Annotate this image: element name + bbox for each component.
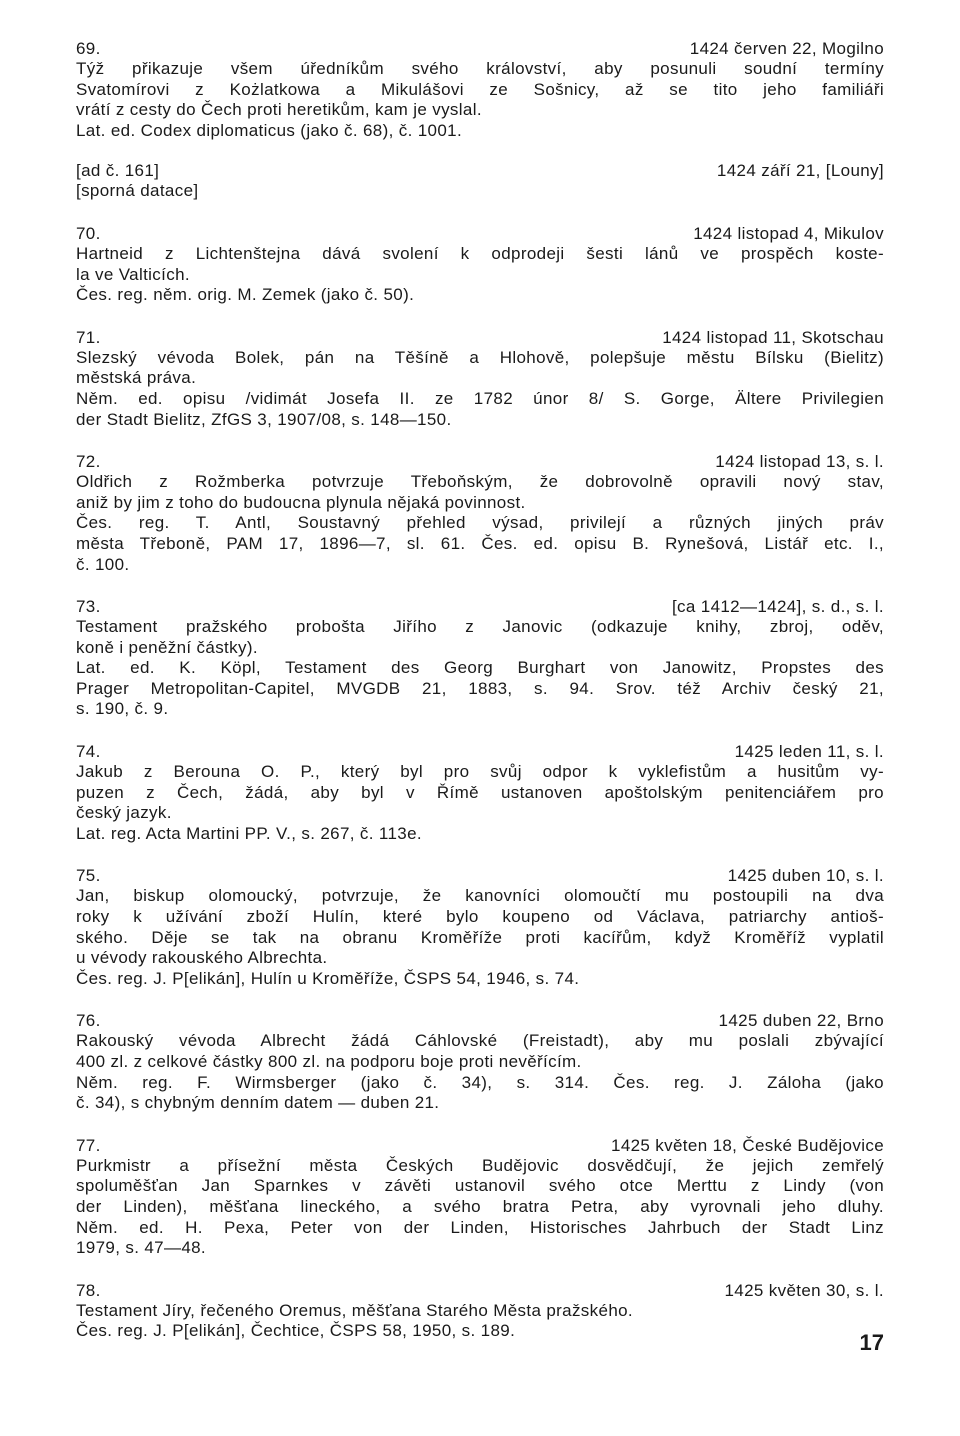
entry-text-line: Týž přikazuje všem úředníkům svého království, aby posunuli soudní termíny (76, 59, 884, 78)
entry-text-line: Něm. reg. F. Wirmsberger (jako č. 34), s. 314. Čes. reg. J. Záloha (jako (76, 1072, 884, 1092)
entry-header (76, 741, 884, 762)
entry-text-line: u vévody rakouského Albrechta. (76, 948, 328, 968)
entry-text-line: Něm. ed. H. Pexa, Peter von der Linden, Historisches Jahrbuch der Stadt Linz (76, 1217, 884, 1237)
entry-text-line: ského. Děje se tak na obranu Kroměříže proti kacířům, když Kroměříž vyplatil (76, 927, 884, 947)
document-entry (76, 865, 884, 989)
entry-text-line: der Linden), měšťana lineckého, a svého bratra Petra, aby vyrovnali jeho dluhy. (76, 1196, 884, 1216)
entry-text-line: koně i peněžní částky). (76, 637, 258, 657)
entry-header (76, 1135, 884, 1156)
entry-date-place: 1424 listopad 4, Mikulov (693, 223, 884, 243)
entry-text-line: Rakouský vévoda Albrecht žádá Cáhlovské (Freistadt), aby mu poslali zbývající (76, 1031, 884, 1051)
entry-text-line: Slezský vévoda Bolek, pán na Těšíně a Hlohově, polepšuje městu Bílsku (Bielitz) (76, 347, 884, 367)
entry-text-line: Testament Jíry, řečeného Oremus, měšťana Starého Města pražského. (76, 1300, 633, 1320)
document-entry (76, 1135, 884, 1259)
entry-header (76, 865, 884, 886)
entry-header (76, 1010, 884, 1031)
entry-date-place: 1424 září 21, [Louny] (716, 161, 884, 181)
document-entry (76, 741, 884, 844)
entry-date-place: 1425 leden 11, s. l. (734, 742, 884, 762)
entry-number: 69. (76, 39, 101, 58)
entry-date-place: 1425 duben 10, s. l. (727, 866, 884, 886)
entry-text-line: Lat. reg. Acta Martini PP. V., s. 267, č. 113e. (76, 823, 422, 843)
document-entry (76, 160, 884, 202)
entry-date-place: 1424 listopad 11, Skotschau (662, 327, 884, 347)
entry-text-line: Čes. reg. J. P[elikán], Čechtice, ČSPS 58, 1950, s. 189. (76, 1321, 516, 1341)
entry-text-line: vrátí z cesty do Čech proti heretikům, kam je vyslal. (76, 100, 482, 120)
entry-date-place: 1425 duben 22, Brno (718, 1011, 884, 1031)
entry-text-line: Čes. reg. J. P[elikán], Hulín u Kroměříže, ČSPS 54, 1946, s. 74. (76, 968, 580, 988)
entry-text-line: der Stadt Bielitz, ZfGS 3, 1907/08, s. 148—150. (76, 409, 452, 429)
entry-text-line: aniž by jim z toho do budoucna plynula nějaká povinnost. (76, 492, 526, 512)
entry-text-line: Lat. ed. K. Köpl, Testament des Georg Burghart von Janowitz, Propstes des (76, 658, 884, 678)
entry-text-line: Jakub z Berouna O. P., který byl pro svůj odpor k vyklefistům a husitům vy- (76, 762, 884, 782)
entry-header (76, 38, 884, 59)
entry-text-line: Jan, biskup olomoucký, potvrzuje, že kanovníci olomoučtí mu postoupili na dva (76, 886, 884, 906)
entry-date-place: 1425 květen 18, České Budějovice (611, 1135, 884, 1155)
entry-number: 73. (76, 597, 101, 617)
entry-header (76, 1280, 884, 1301)
entry-date-place: 1424 červen 22, Mogilno (689, 39, 884, 58)
entry-text-line: Hartneid z Lichtenštejna dává svolení k odprodeji šesti lánů ve prospěch koste- (76, 243, 884, 263)
entry-number: 75. (76, 866, 101, 886)
entry-text-line: Svatomírovi z Kożlatkowa a Mikulášovi ze Sošnicy, až se tito jeho familiáři (76, 79, 884, 99)
entry-text-line: Purkmistr a přísežní města Českých Budějovic dosvědčují, že jejich zemřelý (76, 1155, 884, 1175)
entry-text-line: 400 zl. z celkové částky 800 zl. na podporu boje proti nevěřícím. (76, 1052, 582, 1071)
entry-text-line: č. 34), s chybným denním datem — duben 21. (76, 1093, 440, 1113)
entry-number: [ad č. 161] (76, 161, 160, 181)
document-entry (76, 223, 884, 306)
entry-header (76, 223, 884, 244)
entry-note: [sporná datace] (76, 181, 199, 201)
page-number: 17 (859, 1330, 884, 1355)
document-entry (76, 1280, 884, 1342)
document-entry (76, 38, 884, 141)
entry-text-line: s. 190, č. 9. (76, 699, 169, 719)
entry-text-line: roky k užívání zboží Hulín, které bylo koupeno od Václava, patriarchy antioš- (76, 907, 884, 927)
entry-text-line: Testament pražského probošta Jiřího z Janovic (odkazuje knihy, zbroj, oděv, (76, 617, 884, 637)
entry-number: 74. (76, 742, 101, 762)
document-entry (76, 327, 884, 430)
entry-text-line: Čes. reg. něm. orig. M. Zemek (jako č. 50). (76, 285, 415, 305)
entry-text-line: český jazyk. (76, 803, 172, 823)
entry-text-line: č. 100. (76, 554, 130, 574)
entry-text-line: Něm. ed. opisu /vidimát Josefa II. ze 1782 únor 8/ S. Gorge, Ältere Privilegien (76, 388, 884, 408)
entry-text-line: Lat. ed. Codex diplomaticus (jako č. 68), č. 1001. (76, 120, 463, 140)
entry-header (76, 451, 884, 472)
entry-date-place: 1425 květen 30, s. l. (724, 1280, 884, 1300)
entry-number: 72. (76, 452, 101, 472)
entry-number: 70. (76, 223, 101, 243)
entry-text-line: Čes. reg. T. Antl, Soustavný přehled výsad, privilejí a různých jiných práv (76, 513, 884, 533)
document-entry (76, 1010, 884, 1113)
entry-number: 76. (76, 1011, 101, 1031)
entry-number: 78. (76, 1280, 101, 1300)
entry-text-line: puzen z Čech, žádá, aby byl v Římě ustanoven apoštolským penitenciářem pro (76, 782, 884, 802)
entry-text-line: Oldřich z Rožmberka potvrzuje Třeboňským, že dobrovolně opravili nový stav, (76, 472, 884, 492)
entry-number: 77. (76, 1135, 101, 1155)
entry-header (76, 327, 884, 348)
entry-date-place: 1424 listopad 13, s. l. (715, 452, 884, 472)
entry-text-line: 1979, s. 47—48. (76, 1238, 207, 1258)
entry-text-line: městská práva. (76, 368, 197, 388)
entry-header (76, 160, 884, 181)
entry-text-line: města Třeboně, PAM 17, 1896—7, sl. 61. Čes. ed. opisu B. Rynešová, Listář etc. I., (76, 533, 884, 553)
entry-text-line: la ve Valticích. (76, 264, 190, 284)
entry-number: 71. (76, 327, 101, 347)
document-page (76, 38, 884, 1363)
entry-header (76, 596, 884, 617)
entry-date-place: [ca 1412—1424], s. d., s. l. (671, 597, 884, 617)
document-entry (76, 596, 884, 720)
document-entry (76, 451, 884, 575)
entry-text-line: spoluměšťan Jan Sparnkes v závěti ustanovil svého otce Merttu z Lindy (von (76, 1176, 884, 1196)
entry-text-line: Prager Metropolitan-Capitel, MVGDB 21, 1883, s. 94. Srov. též Archiv český 21, (76, 678, 884, 698)
